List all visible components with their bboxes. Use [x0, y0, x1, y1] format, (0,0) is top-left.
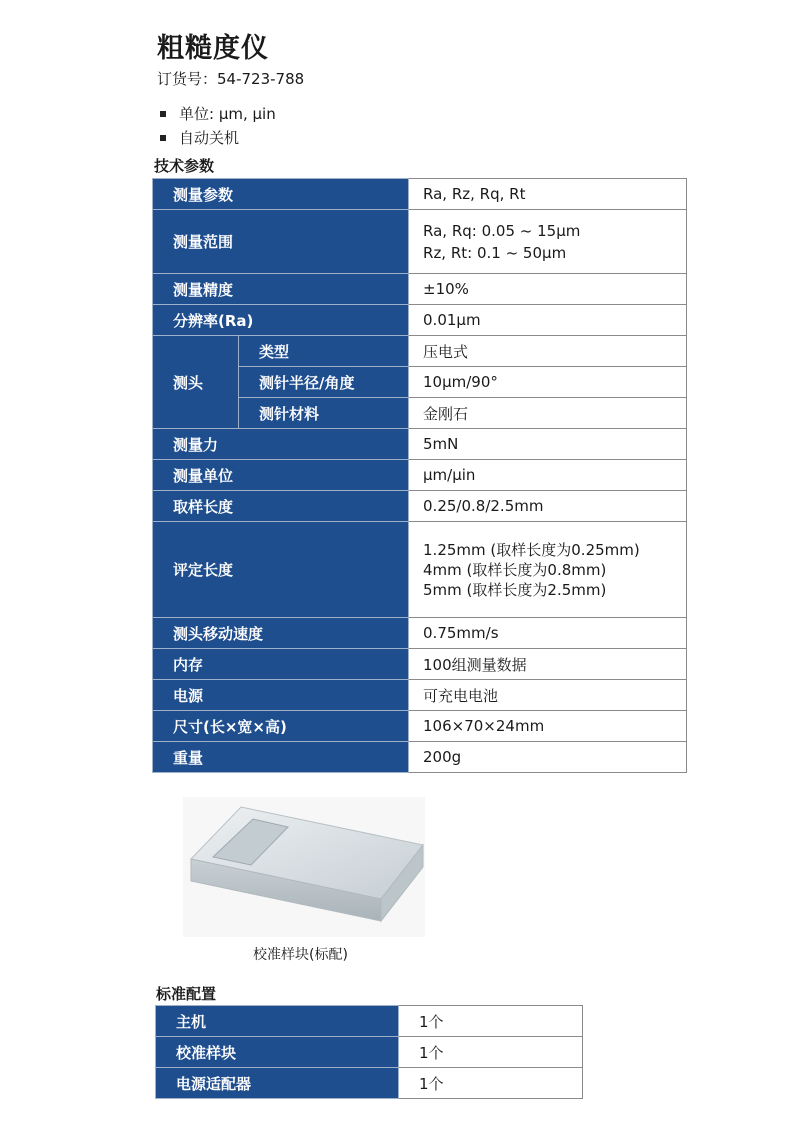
spec-value: 10µm/90°: [409, 367, 687, 398]
spec-value: 可充电电池: [409, 680, 687, 711]
spec-sublabel: 测针材料: [239, 398, 409, 429]
standard-value: 1个: [399, 1037, 583, 1068]
spec-row-weight: [153, 742, 687, 773]
standard-label: 校准样块: [156, 1037, 399, 1068]
standard-row: [156, 1037, 583, 1068]
spec-table: [152, 178, 687, 773]
spec-label: 重量: [153, 742, 409, 773]
spec-row-resolution: [153, 305, 687, 336]
spec-value: 金刚石: [409, 398, 687, 429]
standard-value: 1个: [399, 1006, 583, 1037]
order-number: 54-723-788: [217, 70, 305, 88]
spec-value-line: Rz, Rt: 0.1 ~ 50µm: [423, 243, 567, 262]
spec-value: 压电式: [409, 336, 687, 367]
spec-row-power: [153, 680, 687, 711]
spec-row-params: [153, 179, 687, 210]
spec-label: 测头移动速度: [153, 618, 409, 649]
spec-row-probe-type: [153, 336, 687, 367]
standard-label: 主机: [156, 1006, 399, 1037]
spec-value: µm/µin: [409, 460, 687, 491]
spec-row-accuracy: [153, 274, 687, 305]
order-number-line: [157, 68, 304, 89]
spec-value: Ra, Rz, Rq, Rt: [409, 179, 687, 210]
standard-row: [156, 1068, 583, 1099]
spec-value-line: 1.25mm (取样长度为0.25mm): [423, 540, 640, 559]
bullet-square-icon: [160, 111, 166, 117]
spec-value: [409, 210, 687, 274]
spec-label: 评定长度: [153, 522, 409, 618]
spec-row-memory: [153, 649, 687, 680]
spec-label: 测量参数: [153, 179, 409, 210]
spec-label: 内存: [153, 649, 409, 680]
calibration-block-photo: [183, 797, 425, 937]
spec-row-force: [153, 429, 687, 460]
standard-config-table: [155, 1005, 583, 1099]
spec-row-evaluation: [153, 522, 687, 618]
spec-value: 5mN: [409, 429, 687, 460]
spec-value: 0.25/0.8/2.5mm: [409, 491, 687, 522]
spec-row-speed: [153, 618, 687, 649]
photo-caption: 校准样块(标配): [253, 947, 348, 963]
standard-label: 电源适配器: [156, 1068, 399, 1099]
spec-label: 取样长度: [153, 491, 409, 522]
spec-row-size: [153, 711, 687, 742]
spec-label: 测量力: [153, 429, 409, 460]
spec-value: [409, 522, 687, 618]
spec-sublabel: 测针半径/角度: [239, 367, 409, 398]
spec-value: 200g: [409, 742, 687, 773]
feature-text: 自动关机: [179, 129, 240, 147]
spec-value: 100组测量数据: [409, 649, 687, 680]
feature-item: [160, 126, 276, 150]
spec-row-range: [153, 210, 687, 274]
spec-value-line: 5mm (取样长度为2.5mm): [423, 580, 607, 599]
feature-item: [160, 102, 276, 126]
spec-section-title: 技术参数: [154, 157, 215, 175]
standard-value: 1个: [399, 1068, 583, 1099]
feature-text: 单位: µm, µin: [179, 105, 276, 123]
product-title: 粗糙度仪: [157, 33, 269, 64]
spec-value: ±10%: [409, 274, 687, 305]
spec-label: 分辨率(Ra): [153, 305, 409, 336]
spec-sublabel: 类型: [239, 336, 409, 367]
bullet-square-icon: [160, 135, 166, 141]
spec-label: 尺寸(长×宽×高): [153, 711, 409, 742]
spec-value: 0.75mm/s: [409, 618, 687, 649]
spec-value-line: Ra, Rq: 0.05 ~ 15µm: [423, 221, 581, 240]
standard-section-title: 标准配置: [156, 985, 217, 1003]
spec-label: 测量范围: [153, 210, 409, 274]
spec-row-unit: [153, 460, 687, 491]
spec-value: 0.01µm: [409, 305, 687, 336]
spec-value-line: 4mm (取样长度为0.8mm): [423, 560, 607, 579]
spec-label: 测量单位: [153, 460, 409, 491]
feature-list: [160, 102, 276, 150]
spec-value: 106×70×24mm: [409, 711, 687, 742]
standard-row: [156, 1006, 583, 1037]
spec-row-sampling: [153, 491, 687, 522]
order-label: 订货号：: [157, 70, 218, 88]
spec-label: 测量精度: [153, 274, 409, 305]
spec-group-label: 测头: [153, 336, 239, 429]
spec-label: 电源: [153, 680, 409, 711]
